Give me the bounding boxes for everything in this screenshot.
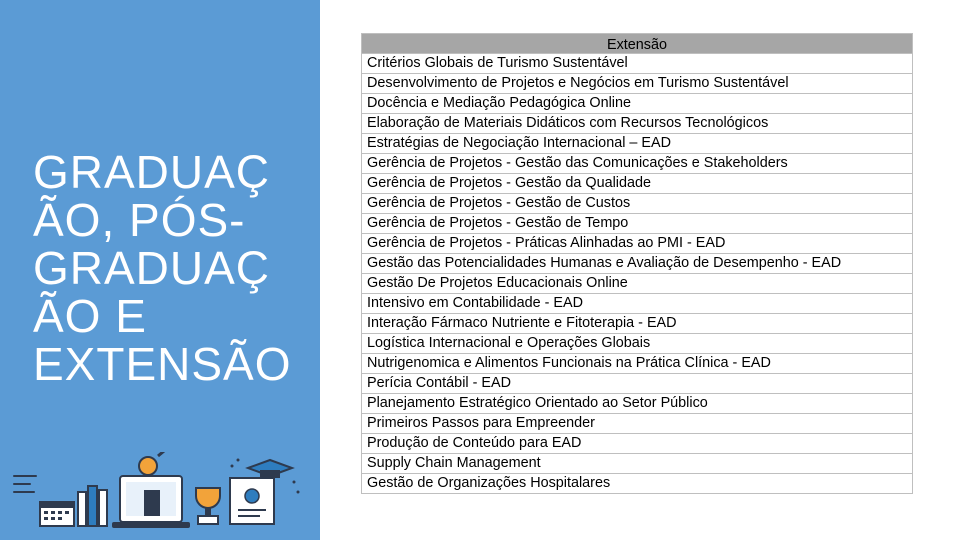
table-row: [362, 194, 913, 214]
books-icon: [78, 486, 107, 526]
table-row: [362, 414, 913, 434]
table-header-row: [362, 34, 913, 54]
slide-title: [33, 148, 313, 388]
table-row: [362, 294, 913, 314]
table-row: [362, 174, 913, 194]
course-cell: Elaboração de Materiais Didáticos com Recursos Tecnológicos: [362, 114, 913, 134]
title-line: GRADUAÇ: [33, 146, 271, 198]
course-cell: Planejamento Estratégico Orientado ao Setor Público: [362, 394, 913, 414]
graduation-cap-icon: [248, 460, 292, 478]
course-cell: Gestão de Organizações Hospitalares: [362, 474, 913, 494]
trophy-icon: [196, 488, 220, 524]
course-cell: Supply Chain Management: [362, 454, 913, 474]
course-cell: Docência e Mediação Pedagógica Online: [362, 94, 913, 114]
table-row: [362, 354, 913, 374]
course-cell: Gestão das Potencialidades Humanas e Avaliação de Desempenho - EAD: [362, 254, 913, 274]
table-row: [362, 114, 913, 134]
course-cell: Gerência de Projetos - Gestão de Tempo: [362, 214, 913, 234]
course-cell: Perícia Contábil - EAD: [362, 374, 913, 394]
certificate-icon: [230, 478, 274, 524]
course-table-wrapper: [361, 33, 913, 494]
course-cell: Desenvolvimento de Projetos e Negócios em Turismo Sustentável: [362, 74, 913, 94]
course-cell: Interação Fármaco Nutriente e Fitoterapia - EAD: [362, 314, 913, 334]
table-row: [362, 434, 913, 454]
table-row: [362, 254, 913, 274]
table-row: [362, 94, 913, 114]
education-illustration: [8, 452, 308, 540]
table-row: [362, 394, 913, 414]
course-cell: Critérios Globais de Turismo Sustentável: [362, 54, 913, 74]
calendar-icon: [40, 502, 74, 526]
table-row: [362, 314, 913, 334]
title-line: GRADUAÇ: [33, 242, 271, 294]
course-cell: Intensivo em Contabilidade - EAD: [362, 294, 913, 314]
table-row: [362, 154, 913, 174]
table-row: [362, 234, 913, 254]
course-table: [361, 33, 913, 494]
table-row: [362, 274, 913, 294]
course-cell: Logística Internacional e Operações Globais: [362, 334, 913, 354]
table-row: [362, 54, 913, 74]
table-row: [362, 454, 913, 474]
hand-pencil-icon: [139, 452, 170, 475]
decorative-lines: [14, 476, 36, 492]
course-cell: Gestão De Projetos Educacionais Online: [362, 274, 913, 294]
title-line: ÃO E: [33, 290, 147, 342]
table-row: [362, 374, 913, 394]
course-cell: Gerência de Projetos - Gestão da Qualidade: [362, 174, 913, 194]
laptop-icon: [112, 476, 190, 528]
table-header: Extensão: [362, 34, 913, 54]
title-line: ÃO, PÓS-: [33, 194, 246, 246]
table-row: [362, 214, 913, 234]
left-panel: [0, 0, 320, 540]
course-cell: Gerência de Projetos - Gestão das Comunicações e Stakeholders: [362, 154, 913, 174]
table-row: [362, 474, 913, 494]
table-row: [362, 134, 913, 154]
course-cell: Gerência de Projetos - Práticas Alinhadas ao PMI - EAD: [362, 234, 913, 254]
table-row: [362, 334, 913, 354]
course-cell: Primeiros Passos para Empreender: [362, 414, 913, 434]
course-cell: Estratégias de Negociação Internacional – EAD: [362, 134, 913, 154]
table-row: [362, 74, 913, 94]
course-cell: Nutrigenomica e Alimentos Funcionais na Prática Clínica - EAD: [362, 354, 913, 374]
course-cell: Produção de Conteúdo para EAD: [362, 434, 913, 454]
title-line: EXTENSÃO: [33, 338, 292, 390]
course-cell: Gerência de Projetos - Gestão de Custos: [362, 194, 913, 214]
